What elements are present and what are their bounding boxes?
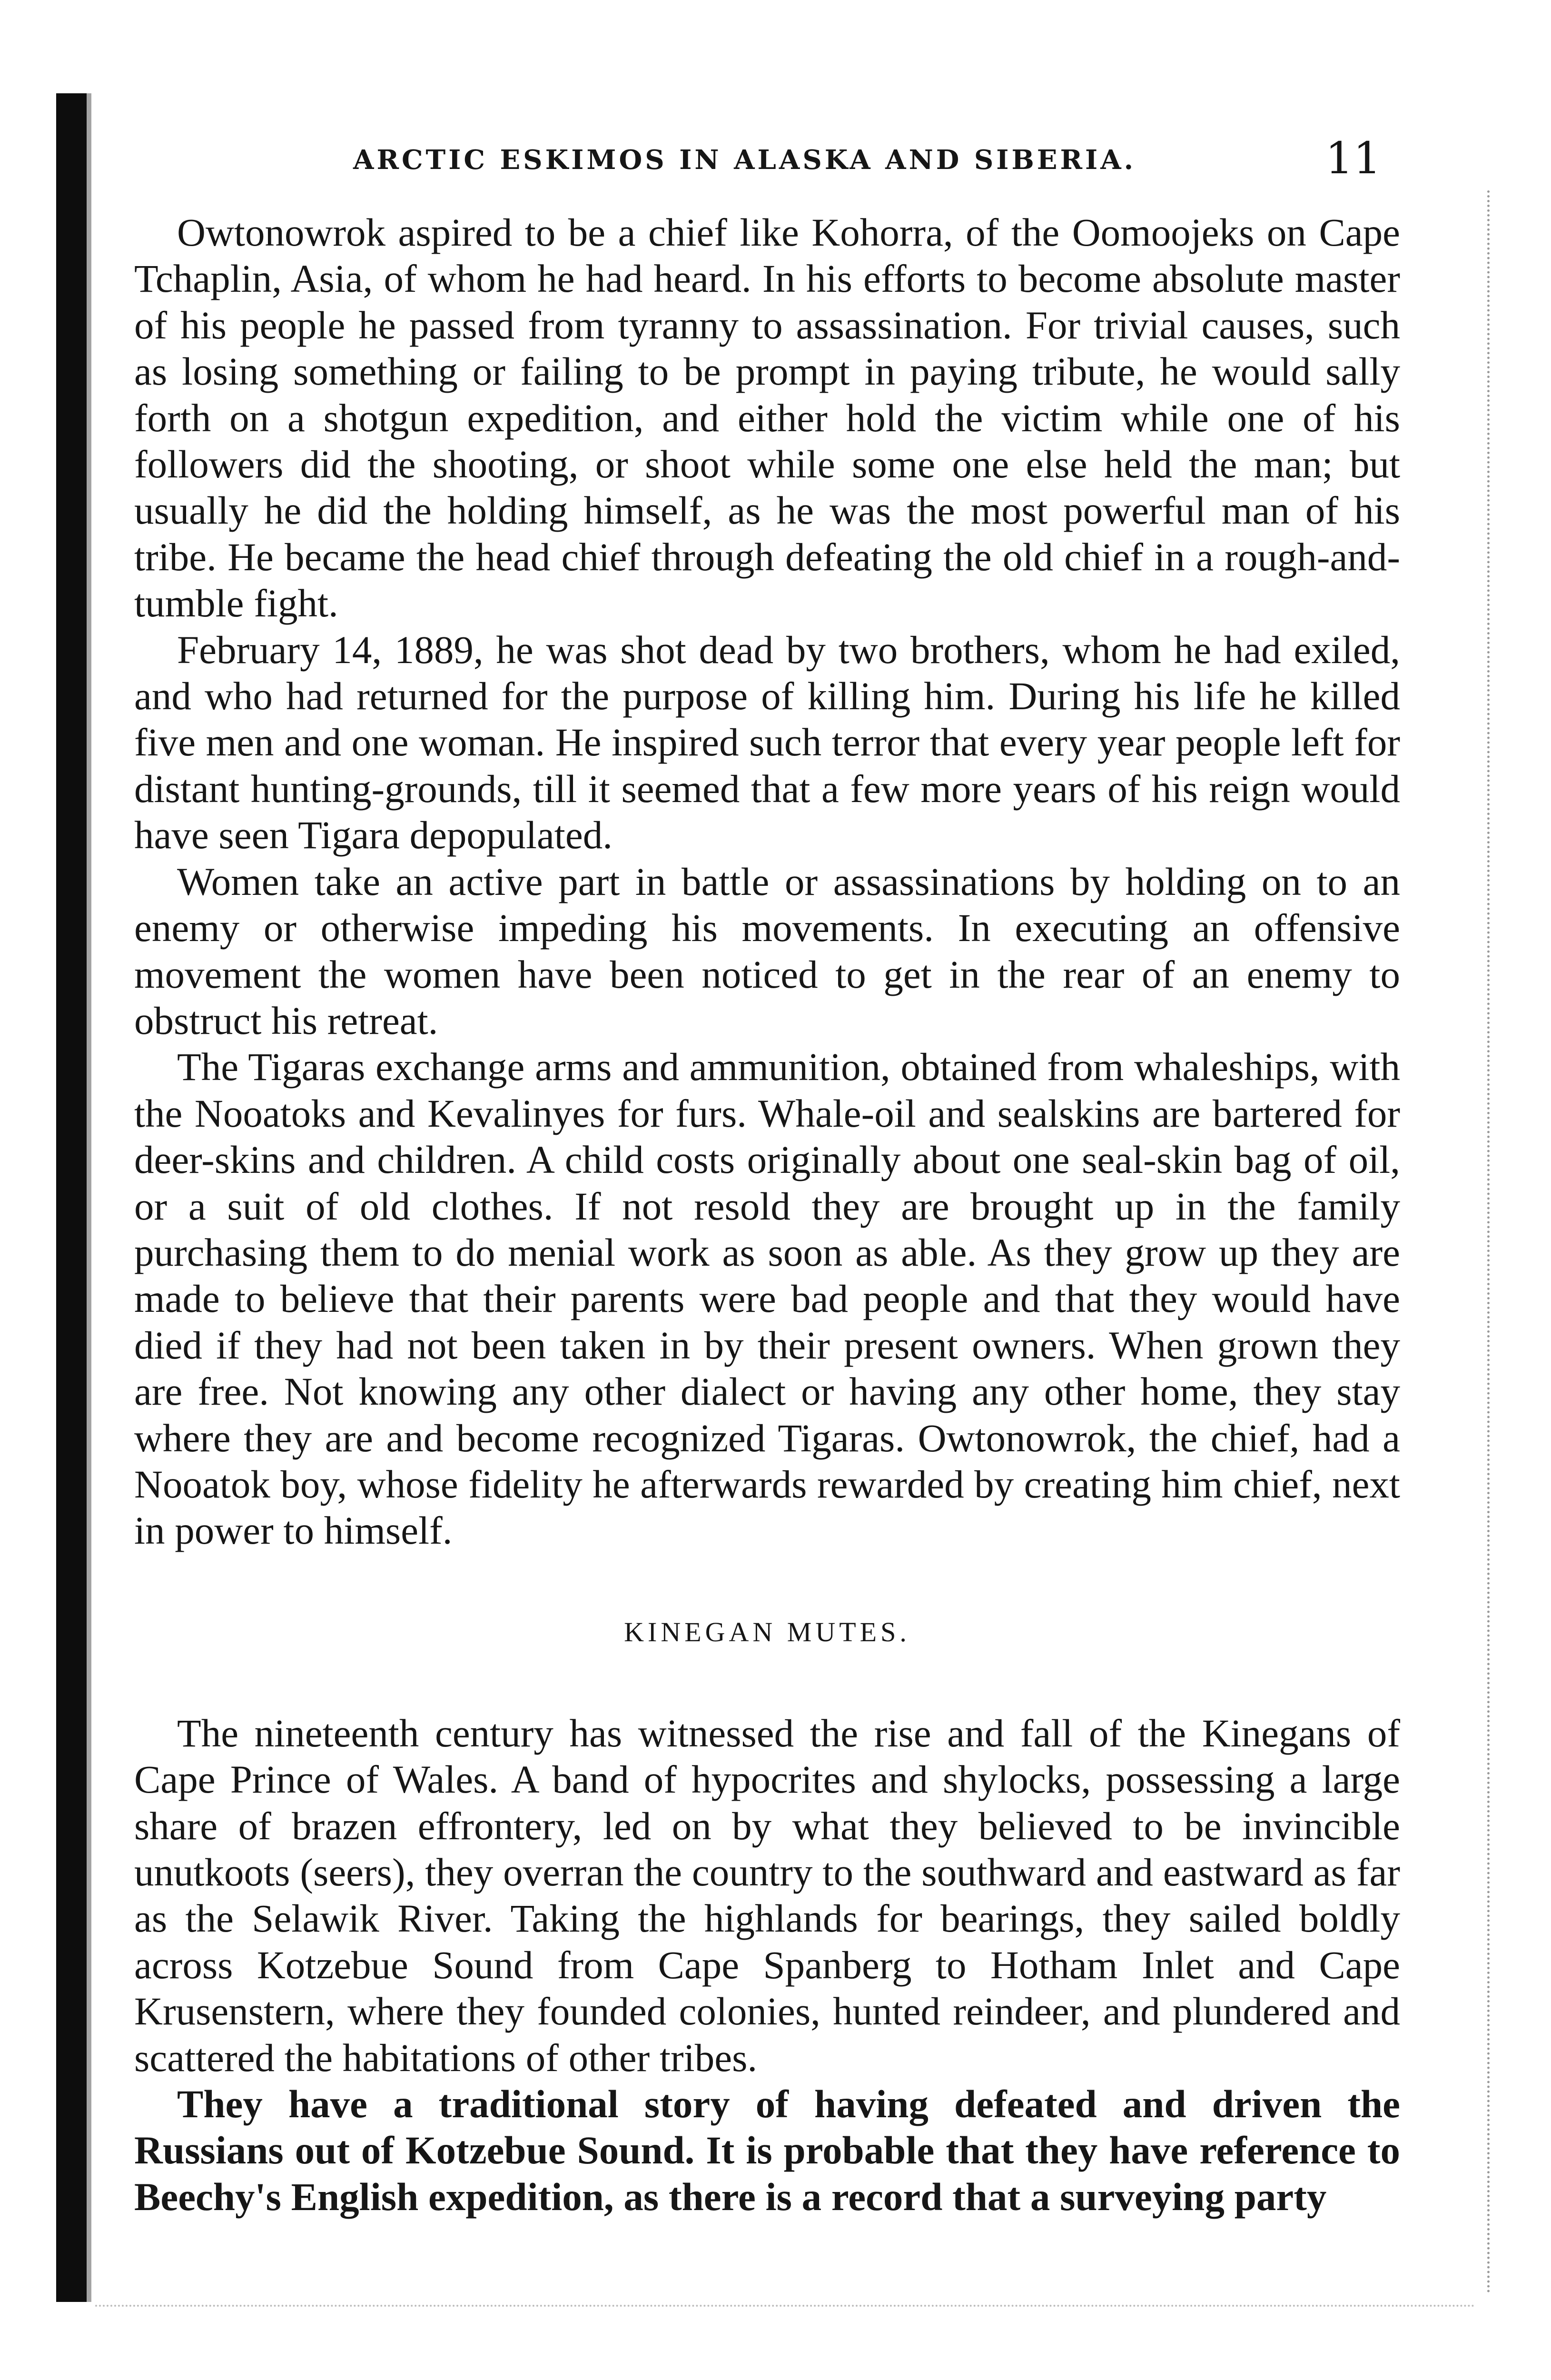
running-head (134, 132, 1410, 189)
bottom-margin-dots (95, 2305, 1475, 2307)
running-title: ARCTIC ESKIMOS IN ALASKA AND SIBERIA. (353, 144, 1136, 176)
body-text (134, 209, 1400, 2220)
binding-edge (56, 93, 87, 2302)
paragraph-death: February 14, 1889, he was shot dead by two brothers, whom he had exiled, and who had returned for the purpose of killing him. During his life he killed five men and one woman. He inspired such terror that every year people left for distant hunting-grounds, till it seemed that a few more years of his reign would have seen Tigara depopulated. (134, 627, 1400, 857)
section-heading: KINEGAN MUTES. (624, 1616, 910, 1647)
right-margin-dots (1487, 190, 1490, 2294)
binding-shadow (87, 93, 91, 2302)
page-number: 11 (1325, 133, 1381, 184)
paragraph-russians: They have a traditional story of having defeated and driven the Russians out of Kotzebue Sound. It is probable that they have reference to Beechy's English expedition, as there is a record that a surveying party (134, 2082, 1400, 2219)
paragraph-owtonowrok: Owtonowrok aspired to be a chief like Kohorra, of the Oomoojeks on Cape Tchaplin, Asia, of whom he had heard. In his efforts to become absolute master of his people he passed from tyranny to assassination. For trivial causes, such as losing something or failing to be prompt in paying tribute, he would sally forth on a shotgun expedition, and either hold the victim while one of his followers did the shooting, or shoot while some one else held the man; but usually he did the holding himself, as he was the most powerful man of his tribe. He became the head chief through defeating the old chief in a rough-and-tumble fight. (134, 210, 1400, 625)
paragraph-kinegans: The nineteenth century has witnessed the rise and fall of the Kinegans of Cape Prince of Wales. A band of hypocrites and shylocks, possessing a large share of brazen effrontery, led on by what they believed to be invincible unutkoots (seers), they overran the country to the southward and eastward as far as the Selawik River. Taking the highlands for bearings, they sailed boldly across Kotzebue Sound from Cape Spanberg to Hotham Inlet and Cape Krusenstern, where they founded colonies, hunted reindeer, and plundered and scattered the habitations of other tribes. (134, 1711, 1400, 2080)
paragraph-women: Women take an active part in battle or assassinations by holding on to an enemy or otherwise impeding his movements. In executing an offensive movement the women have been noticed to get in the rear of an enemy to obstruct his retreat. (134, 859, 1400, 1042)
paragraph-trade: The Tigaras exchange arms and ammunition, obtained from whaleships, with the Nooatoks and Kevalinyes for furs. Whale-oil and sealskins are bartered for deer-skins and children. A child costs originally about one seal-skin bag of oil, or a suit of old clothes. If not resold they are brought up in the family purchasing them to do menial work as soon as able. As they grow up they are made to believe that their parents were bad people and that they would have died if they had not been taken in by their present owners. When grown they are free. Not knowing any other dialect or having any other home, they stay where they are and become recognized Tigaras. Owtonowrok, the chief, had a Nooatok boy, whose fidelity he afterwards rewarded by creating him chief, next in power to himself. (134, 1045, 1400, 1553)
